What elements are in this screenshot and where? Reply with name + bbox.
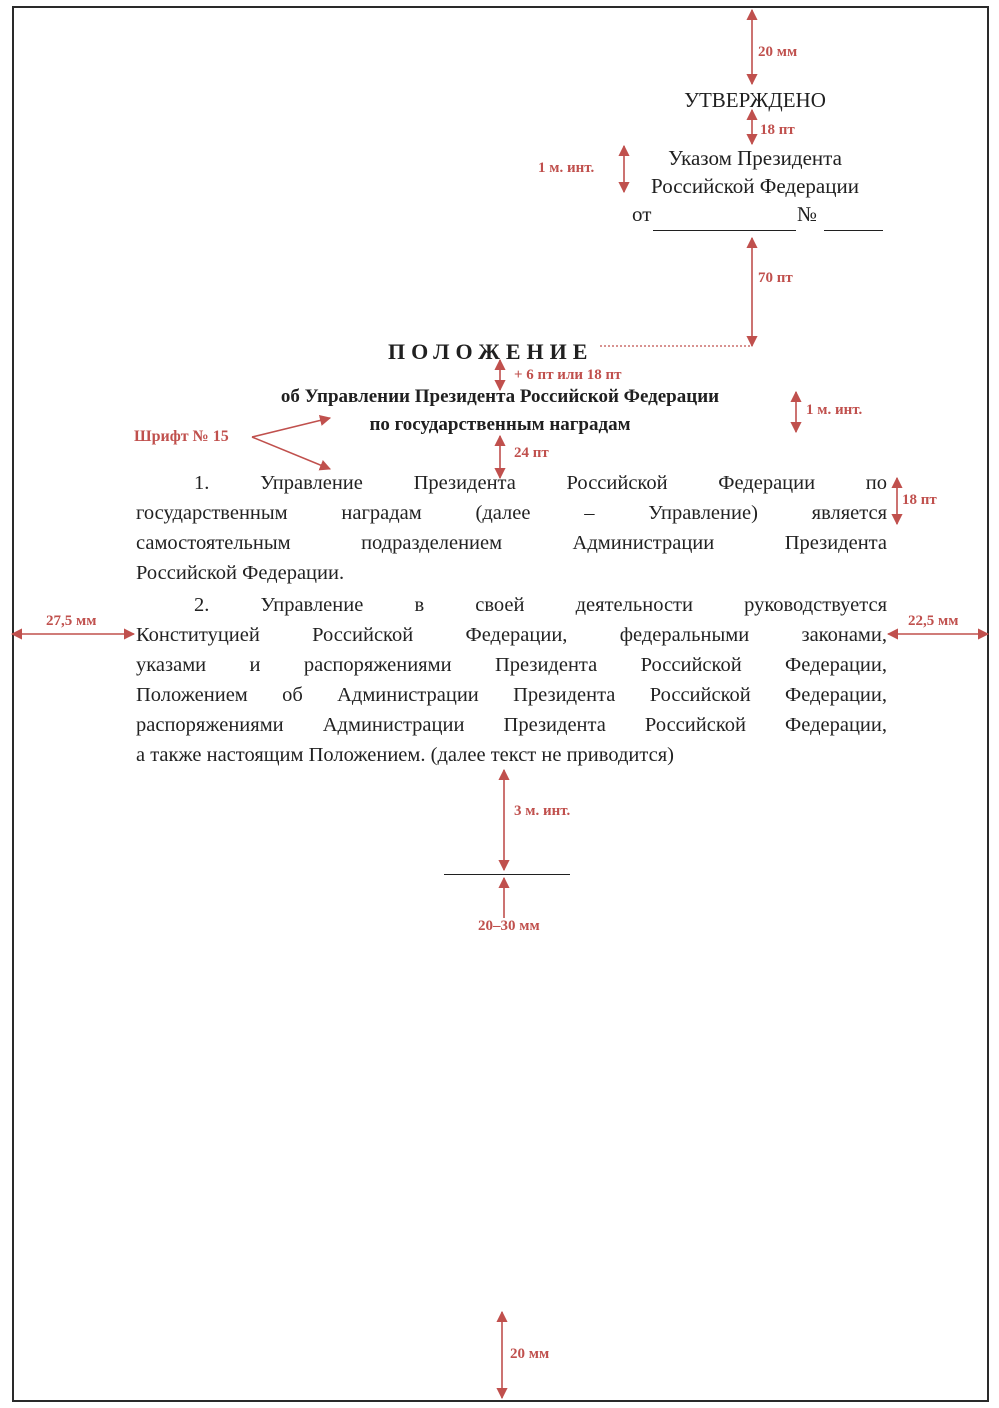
subtitle-line-1: об Управлении Президента Российской Федерации <box>280 386 720 407</box>
number-label: № <box>797 202 818 226</box>
paragraph-2-line: распоряжениями Администрации Президента Российской Федерации, <box>136 714 887 736</box>
paragraph-1-line: самостоятельным подразделением Администрации Президента <box>136 532 887 554</box>
font-label: Шрифт № 15 <box>134 428 229 445</box>
paragraph-2-line: а также настоящим Положением. (далее текст не приводится) <box>136 744 674 766</box>
paragraph-spacing-label: 18 пт <box>902 492 937 508</box>
before-title-label: 70 пт <box>758 270 793 286</box>
paragraph-2-line: указами и распоряжениями Президента Российской Федерации, <box>136 654 887 676</box>
paragraph-2-line: Конституцией Российской Федерации, федеральными законами, <box>136 624 887 646</box>
decree-line-1: Указом Президента <box>668 146 842 170</box>
top-margin-label: 20 мм <box>758 44 798 60</box>
decree-line-2: Российской Федерации <box>651 174 859 198</box>
paragraph-1-line: Российской Федерации. <box>136 562 345 584</box>
approved-spacing-label: 18 пт <box>760 122 795 138</box>
left-margin-label: 27,5 мм <box>46 613 97 629</box>
document-title: ПОЛОЖЕНИЕ <box>388 339 594 364</box>
after-title-label: + 6 пт или 18 пт <box>514 367 622 383</box>
after-text-label: 3 м. инт. <box>514 803 571 819</box>
after-subtitle-label: 24 пт <box>514 445 549 461</box>
paragraph-2-line: 2. Управление в своей деятельности руководствуется <box>194 594 887 616</box>
bottom-margin-label: 20 мм <box>510 1346 550 1362</box>
font-pointer-arrow-1 <box>252 418 330 437</box>
paragraph-2-line: Положением об Администрации Президента Российской Федерации, <box>136 684 887 706</box>
approved-label: УТВЕРЖДЕНО <box>684 88 826 112</box>
subtitle-line-2: по государственным наградам <box>369 414 631 435</box>
font-pointer-arrow-2 <box>252 437 330 469</box>
paragraph-1-line: 1. Управление Президента Российской Федерации по <box>194 472 887 494</box>
right-margin-label: 22,5 мм <box>908 613 959 629</box>
rule-length-label: 20–30 мм <box>478 918 540 934</box>
approval-interval-label: 1 м. инт. <box>538 160 595 176</box>
from-label: от <box>632 202 652 226</box>
subtitle-interval-label: 1 м. инт. <box>806 402 863 418</box>
paragraph-1-line: государственным наградам (далее – Управление) является <box>136 502 887 524</box>
